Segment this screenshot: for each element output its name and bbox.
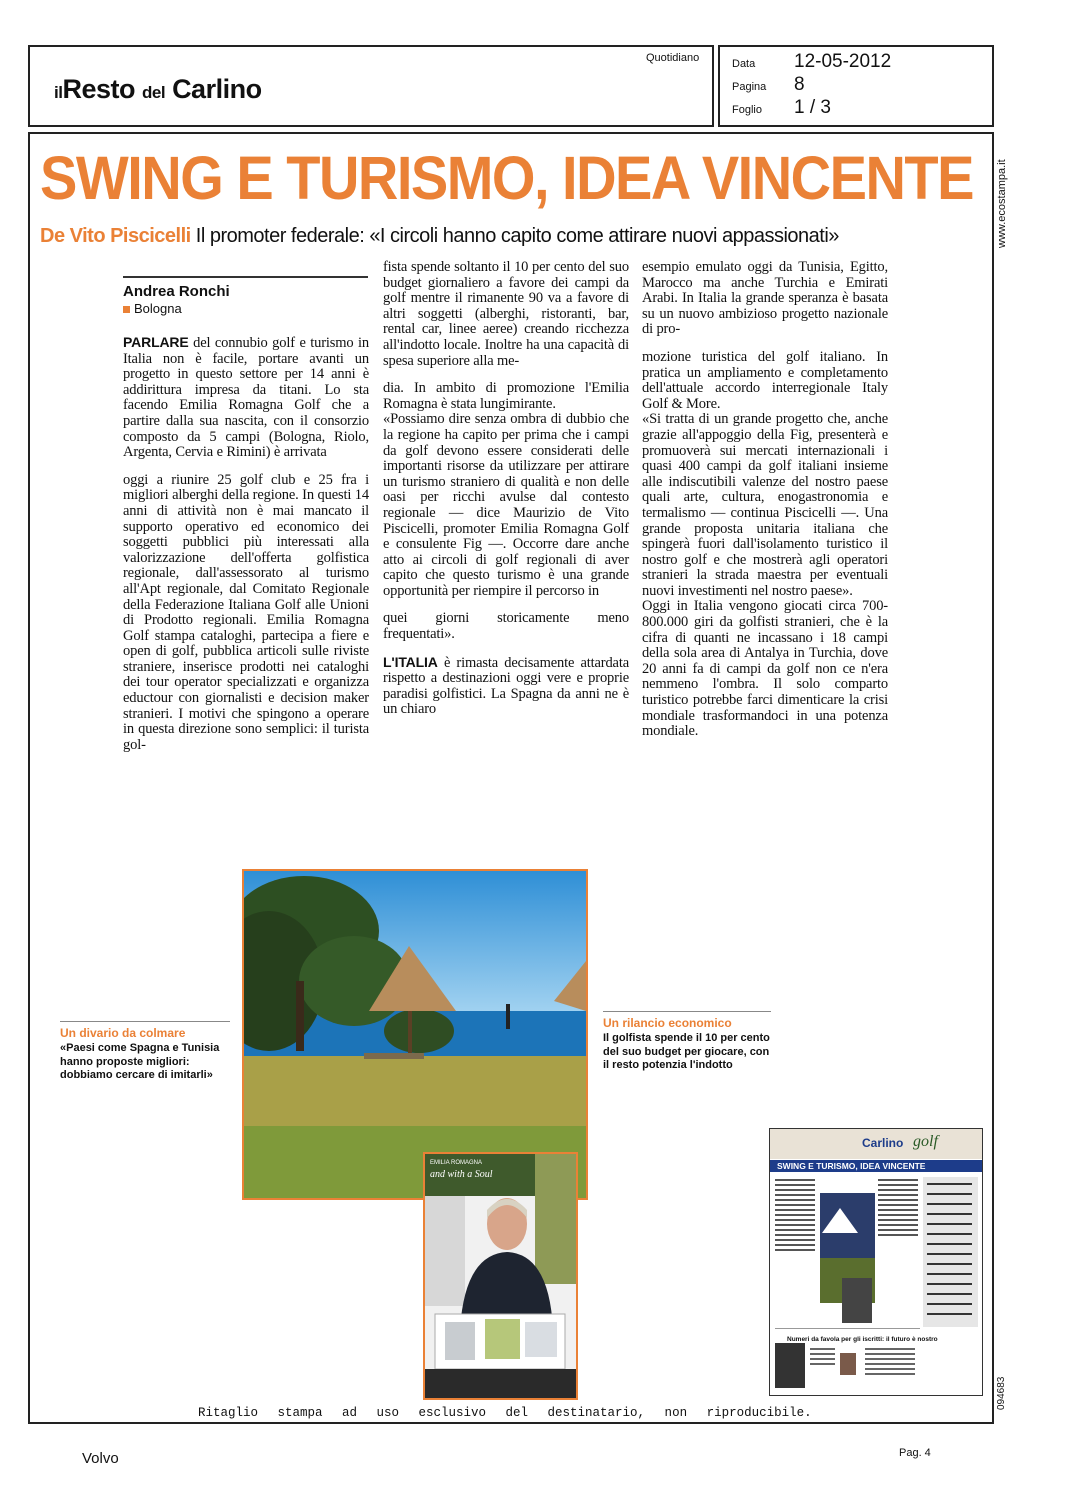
foglio-value: 1 / 3 (794, 97, 831, 118)
paragraph: Oggi in Italia vengono giocati circa 700-800.000 giri da golfisti stranieri, che è la cifra di quanti ne incassano i 18 campi della sola area di Antalya in Turchia, dove 20 anni fa di campi da golf non ce n'era nemmeno l'ombra. Il solo comparto turistico potrebbe farci dimenticare la crisi mondiale trasformandoci in una potenza mondiale. (642, 598, 888, 740)
subheadline (40, 225, 985, 248)
caption-title: Un rilancio economico (603, 1016, 732, 1030)
data-label: Data (732, 58, 756, 70)
page-thumbnail (769, 1128, 983, 1396)
publication-type: Quotidiano (646, 52, 700, 64)
thumb-lower-headline: Numeri da favola per gli iscritti: il futuro è nostro (787, 1336, 938, 1343)
side-url: www.ecostampa.it (996, 159, 1008, 248)
paragraph: esempio emulato oggi da Tunisia, Egitto, Marocco ma anche Turchia e Emirati Arabi. In Italia la grande speranza è basata su un nuovo ambizioso progetto nazionale di pro- (642, 259, 888, 338)
article-column-1 (123, 335, 369, 765)
author-location: Bologna (123, 301, 182, 316)
article-column-2 (383, 260, 629, 730)
headline: SWING E TURISMO, IDEA VINCENTE (40, 143, 973, 213)
meta-row-foglio (732, 97, 831, 119)
paragraph: oggi a riunire 25 golf club e 25 fra i migliori alberghi della regione. In questi 14 anni di attività non è mai mancato il supporto operativo ed economico dei soggetti pubblici più interessati alla valorizzazione dell'offerta golfistica regionale, dall'assessorato al turismo all'Apt regionale, dal Comitato Regionale della Federazione Italiana Golf alle Unioni di Prodotto regionali. Emilia Romagna Golf stampa cataloghi, partecipa a fiere e open di golf, pubblica articoli sulle riviste straniere, inserisce prodotti nei cataloghi dei tour operator specializzati e organizza eductour con giornalisti e decision maker stranieri. I motivi che spingono a operare in questa direzione sono semplici: il turista gol- (123, 471, 369, 753)
subhead-text: Il promoter federale: «I circoli hanno capito come attirare nuovi appassionati» (195, 225, 839, 247)
subhead-name: De Vito Piscicelli (40, 225, 191, 247)
thumb-headline: SWING E TURISMO, IDEA VINCENTE (770, 1160, 982, 1172)
golf-course-illustration (244, 871, 586, 1198)
paragraph: quei giorni storicamente meno frequentati». (383, 610, 629, 643)
paragraph: fista spende soltanto il 10 per cento del suo budget giornaliero a favore dei campi da golf mentre il rimanente 90 va a favore di altri soggetti (alberghi, ristoranti, bar, rental car, linee aeree) creando ricchezza all'indotto locale. Inoltre ha una capacità di spesa superiore alla me- (383, 259, 629, 369)
caption-left (60, 1021, 230, 1083)
meta-row-pagina (732, 74, 805, 96)
foglio-label: Foglio (732, 104, 762, 116)
lead-word: PARLARE (123, 334, 189, 350)
meta-box (718, 45, 994, 127)
golf-course-photo (242, 869, 588, 1200)
paragraph: PARLARE del connubio golf e turismo in Italia non è facile, portare avanti un progetto in questo settore per 14 anni è addirittura impresa da titani. Lo sta facendo Emilia Romagna Golf che a partire dalla sua nascita, con il consorzio composto da 5 campi (Bologna, Riolo, Argenta, Cervia e Rimini) è arrivata (123, 334, 369, 461)
caption-rule (603, 1011, 771, 1012)
paragraph: «Si tratta di un grande progetto che, anche grazie all'appoggio della Fig, presenterà e promuoverà sui mercati internazionali i quasi 400 campi da golf italiani insieme alle indiscutibili valenze del nostro paese quali arte, cultura, enogastronomia e termalismo — continua Piscicelli —. Una grande proposta unitaria italiana che spingerà fuori dall'isolamento turistico il nostro golf e che mostrerà agli operatori stranieri la strada maestra per eventuali nuovi investimenti nel nostro paese». (642, 411, 888, 599)
square-bullet-icon (123, 306, 130, 313)
photo-slogan: and with a Soul (430, 1169, 493, 1180)
article-column-3 (642, 260, 888, 752)
data-value: 12-05-2012 (794, 51, 892, 72)
lead-word: L'ITALIA (383, 653, 438, 670)
paragraph: L'ITALIA è rimasta decisamente attardata rispetto a destinazioni oggi vere e proprie paradisi golfistici. La Spagna da anni ne è un chiaro (383, 653, 630, 718)
author-name: Andrea Ronchi (123, 283, 230, 300)
paragraph: dia. In ambito di promozione l'Emilia Romagna è stata lungimirante. (383, 380, 629, 412)
side-code: 094683 (996, 1376, 1007, 1410)
caption-right (603, 1011, 771, 1073)
promoter-portrait-photo (423, 1152, 578, 1400)
client-name: Volvo (82, 1450, 119, 1467)
promoter-illustration (425, 1154, 576, 1398)
thumb-masthead: Carlino golf (770, 1129, 982, 1159)
caption-body: Il golfista spende il 10 per cento del suo budget per giocare, con il resto potenzia l'indotto (603, 1032, 770, 1071)
caption-body: «Paesi come Spagna e Tunisia hanno proposte migliori: dobbiamo cercare di imitarli» (60, 1042, 220, 1081)
byline-rule (123, 276, 368, 278)
caption-title: Un divario da colmare (60, 1026, 186, 1040)
reproduction-notice: Ritaglio stampa ad uso esclusivo del destinatario, non riproducibile. (198, 1406, 812, 1420)
meta-row-data (732, 51, 891, 73)
page-number: Pag. 4 (899, 1447, 931, 1459)
photo-sign: EMILIA ROMAGNA (430, 1160, 483, 1166)
paragraph: «Possiamo dire senza ombra di dubbio che la regione ha capito per prima che i campi da golf devono essere considerati delle importanti risorse da utilizzare per attirare un turismo straniero di qualità e non delle oasi per ricchi avulse dal contesto regionale — dice Maurizio de Vito Piscicelli, promoter Emilia Romagna Golf e consulente Fig —. Occorre dare anche atto ai circoli di golf regionali di aver capito che questo turismo è una grande opportunità per riempire il percorso in (383, 411, 629, 599)
pagina-value: 8 (794, 74, 805, 95)
pagina-label: Pagina (732, 81, 767, 93)
thumb-layout-illustration (770, 1173, 982, 1395)
caption-rule (60, 1021, 230, 1022)
masthead-logo: ilResto del Carlino (54, 74, 262, 104)
paragraph: mozione turistica del golf italiano. In pratica un ampliamento e completamento dell'attuale accordo interregionale Italy Golf & More. (642, 348, 888, 412)
